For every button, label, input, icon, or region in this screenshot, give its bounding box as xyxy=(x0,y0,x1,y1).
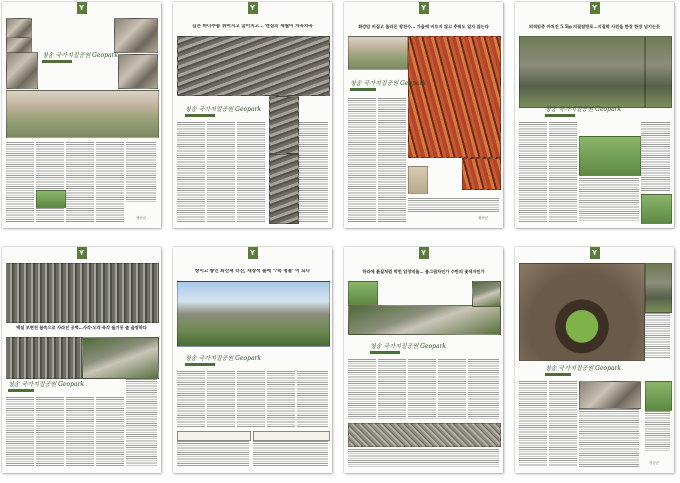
subtitle-bar xyxy=(350,88,376,91)
subtitle-bar xyxy=(545,114,575,117)
headline: 화강암 비집고 올라온 광천수… 가을에 비트지 않고 추워도 얼지 않는다 xyxy=(358,24,489,29)
newspaper-page-4 xyxy=(515,2,674,228)
red-rock-photo xyxy=(408,36,501,158)
text-column xyxy=(237,371,265,427)
newspaper-page-3 xyxy=(344,2,503,228)
text-column xyxy=(438,359,466,419)
series-logo: 청송 국가지질공원 Geopark xyxy=(185,106,262,113)
photo xyxy=(82,337,159,379)
cliff-photo xyxy=(519,36,645,108)
publisher-logo: 청송군 xyxy=(136,216,147,220)
text-column xyxy=(408,359,436,419)
section-tab: Y xyxy=(590,247,600,259)
section-tab: Y xyxy=(77,2,87,14)
text-column xyxy=(96,142,124,222)
series-logo: 청송 국가지질공원 Geopark xyxy=(8,381,85,388)
text-column xyxy=(267,371,295,427)
text-column xyxy=(549,381,577,467)
series-logo: 청송 국가지질공원 Geopark xyxy=(545,106,622,113)
text-column xyxy=(6,142,34,222)
sidebar-box xyxy=(177,431,251,441)
text-column xyxy=(348,359,376,419)
photo xyxy=(269,96,299,154)
gravel-photo xyxy=(348,423,501,447)
text-column xyxy=(348,449,499,467)
text-column xyxy=(579,178,639,222)
headline: 쌍이고 쌓인 화산재 터진, 새창석 돌에 '7특 명물' 이 되다 xyxy=(194,269,311,274)
text-column xyxy=(96,397,124,467)
text-column xyxy=(126,379,157,467)
series-logo: 청송 국가지질공원 Geopark xyxy=(545,365,622,372)
subtitle-bar xyxy=(42,60,72,63)
section-tab: Y xyxy=(419,2,429,14)
photo xyxy=(6,337,82,379)
section-tab: Y xyxy=(419,247,429,259)
section-tab: Y xyxy=(590,2,600,14)
subtitle-bar xyxy=(185,363,215,366)
photo xyxy=(641,194,672,224)
subtitle-bar xyxy=(185,114,215,117)
newspaper-page-7 xyxy=(344,247,503,473)
subtitle-bar xyxy=(370,351,400,354)
text-column xyxy=(641,122,670,192)
text-column xyxy=(378,359,406,419)
photo xyxy=(579,381,641,409)
sidebar-box xyxy=(253,431,330,441)
text-column xyxy=(36,142,64,222)
headline: 백설 보현천 물속으로 사라진 공벽…사각·오각·육각 돌기둥 줄 울창하다 xyxy=(16,325,147,330)
text-column xyxy=(66,397,94,467)
text-column xyxy=(645,313,670,359)
newspaper-page-5 xyxy=(2,247,161,473)
newspaper-page-2 xyxy=(173,2,332,228)
photo xyxy=(348,281,378,305)
text-column xyxy=(297,371,328,427)
series-logo: 청송 국가지질공원 Geopark xyxy=(370,343,447,350)
photo xyxy=(472,281,501,307)
text-column xyxy=(237,122,265,222)
section-tab: Y xyxy=(248,2,258,14)
text-column xyxy=(468,359,499,419)
stream-photo xyxy=(348,305,501,335)
series-logo: 청송 국가지질공원 Geopark xyxy=(185,355,262,362)
headline: 깊은 바다주름 휘어지고 굽이치고… 엔집의 세월이 차곡차곡 xyxy=(192,24,313,29)
text-column xyxy=(36,397,64,467)
photo xyxy=(645,36,672,108)
photo xyxy=(114,18,158,53)
text-column xyxy=(177,122,205,222)
photo xyxy=(6,52,38,89)
newspaper-page-1 xyxy=(2,2,161,228)
series-logo: 청송 국가지질공원 Geopark xyxy=(350,80,427,87)
text-column xyxy=(579,409,639,467)
photo xyxy=(348,36,408,70)
rock-arch-photo xyxy=(519,263,645,361)
publisher-logo: 청송군 xyxy=(478,216,489,220)
newspaper-page-6 xyxy=(173,247,332,473)
text-column xyxy=(207,371,235,427)
photo xyxy=(6,18,32,38)
text-column xyxy=(253,441,328,467)
text-column xyxy=(645,411,670,451)
text-column xyxy=(519,381,547,467)
mountain-photo xyxy=(177,281,330,347)
pillar-cliff-photo xyxy=(6,263,159,323)
text-column xyxy=(408,198,499,212)
photo xyxy=(269,154,299,224)
text-column xyxy=(177,441,249,467)
section-tab: Y xyxy=(77,247,87,259)
photo xyxy=(6,37,32,53)
text-column xyxy=(126,142,156,202)
text-column xyxy=(348,98,376,222)
text-column xyxy=(549,122,577,222)
strata-photo xyxy=(177,36,330,96)
text-column xyxy=(299,122,328,222)
series-logo: 청송 국가지질공원 Geopark xyxy=(42,52,119,59)
section-tab: Y xyxy=(248,247,258,259)
subtitle-bar xyxy=(8,389,34,392)
text-column xyxy=(378,98,406,222)
newspaper-page-8 xyxy=(515,247,674,473)
photo xyxy=(36,190,66,208)
photo xyxy=(645,381,672,411)
headline: 하라에 붉질처럼 박힌 암경덕돌… 물그림자인가 수반의 꽃색자인가 xyxy=(362,269,485,274)
text-column xyxy=(207,122,235,222)
photo xyxy=(579,136,641,176)
photo xyxy=(118,54,158,89)
text-column xyxy=(177,371,205,427)
photo xyxy=(462,158,501,190)
headline: 퇴적암층 아처진 5.5㎞ 지질탐방로…지질학 사전을 한장 한장 넘기는듯 xyxy=(528,24,661,29)
photo xyxy=(408,166,428,194)
text-column xyxy=(6,397,34,467)
landscape-photo xyxy=(6,90,159,138)
publisher-logo: 청송군 xyxy=(649,461,660,465)
subtitle-bar xyxy=(545,373,571,376)
photo xyxy=(645,263,672,313)
text-column xyxy=(66,142,94,222)
text-column xyxy=(519,122,547,222)
